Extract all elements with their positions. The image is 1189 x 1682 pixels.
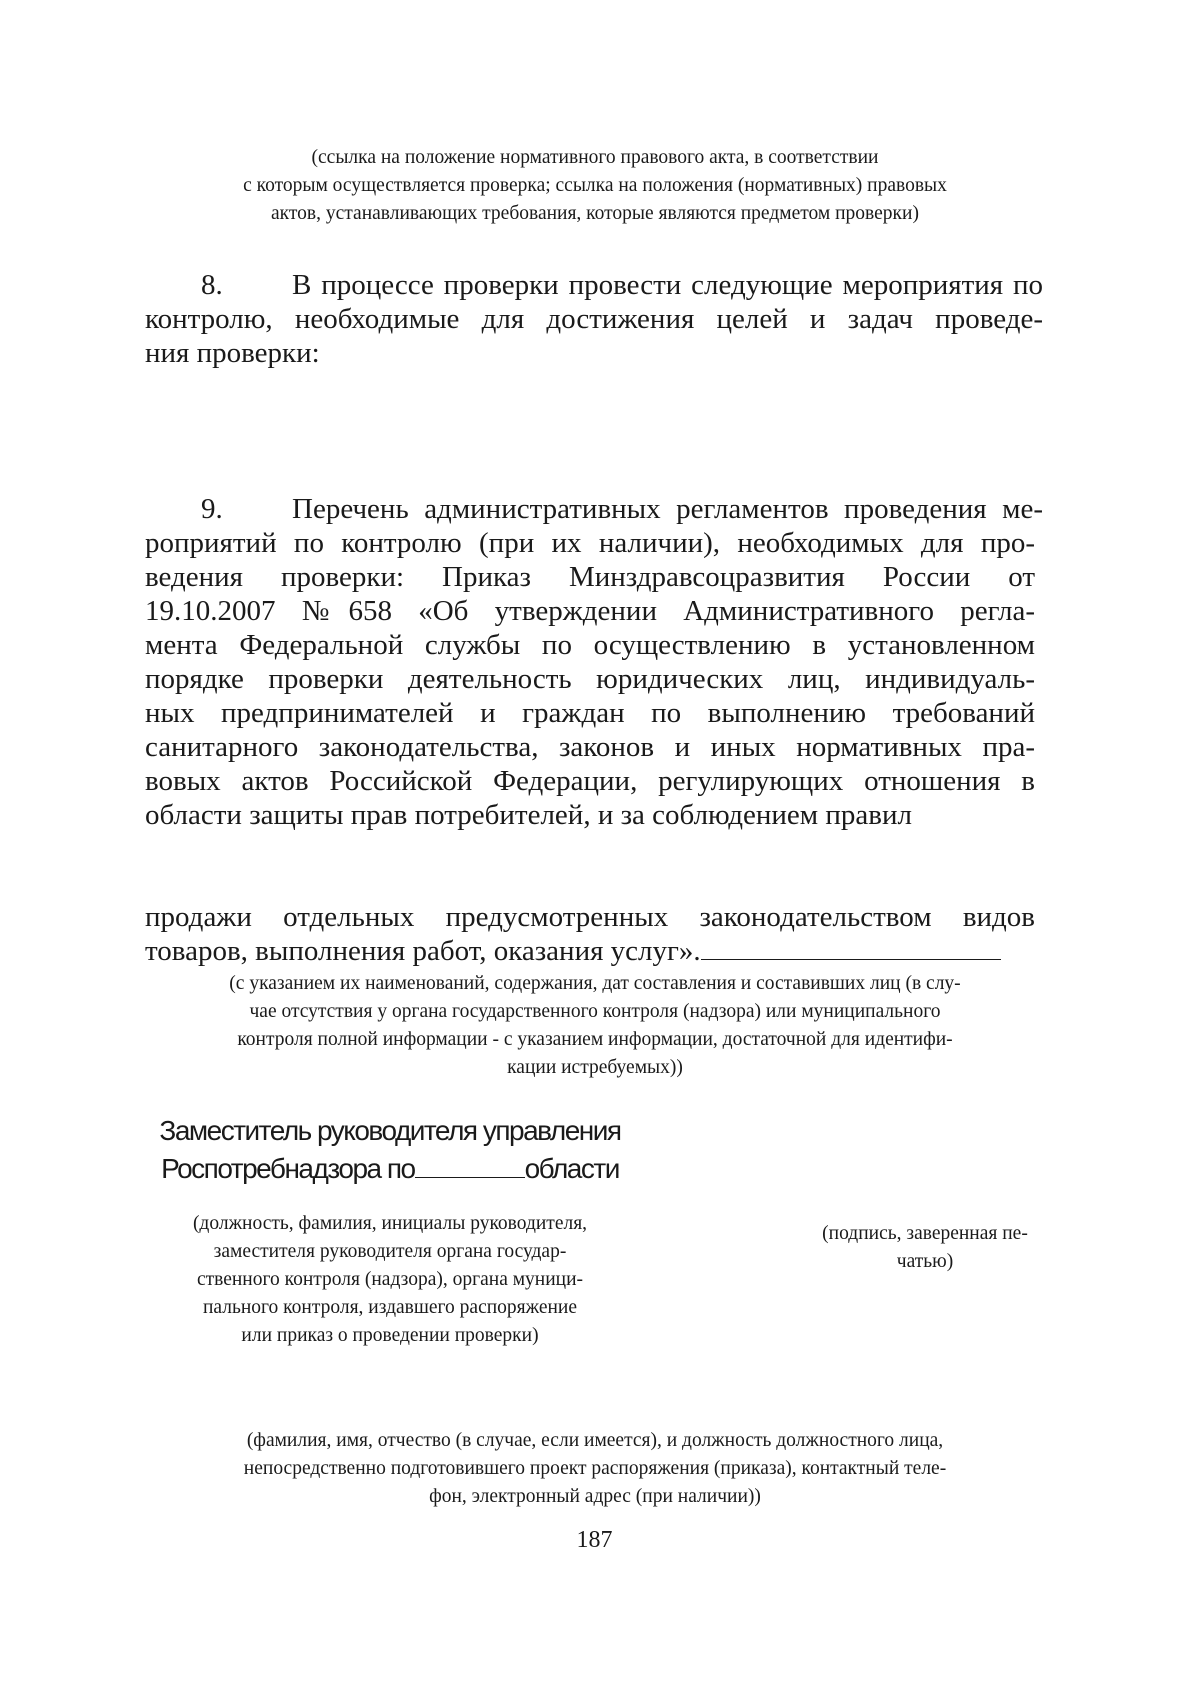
note-line: (должность, фамилия, инициалы руководителя, xyxy=(192,1213,588,1234)
item-9-continuation xyxy=(145,900,1043,968)
note-line: чатью) xyxy=(896,1251,954,1272)
paragraph-line: вовых актов Российской Федерации, регулирующих отношения в xyxy=(145,765,1035,797)
note-line: или приказ о проведении проверки) xyxy=(241,1325,539,1346)
note-line: актов, устанавливающих требования, которые являются предметом проверки) xyxy=(271,203,919,224)
note-line: заместителя руководителя органа государ- xyxy=(213,1241,567,1262)
paragraph-line: ния проверки: xyxy=(145,337,320,369)
paragraph-line: 19.10.2007 №658 «Об утверждении Административного регла- xyxy=(145,595,1035,627)
paragraph-line: продажи отдельных предусмотренных законодательством видов xyxy=(145,901,1035,933)
note-line: (с указанием их наименований, содержания, дат составления и составивших лиц (в слу- xyxy=(229,973,961,994)
note-line: чае отсутствия у органа государственного контроля (надзора) или муниципального xyxy=(249,1001,941,1022)
note-line: кации истребуемых)) xyxy=(507,1057,683,1078)
preparer-note xyxy=(130,1427,1060,1511)
note-line: с которым осуществляется проверка; ссылка на положения (нормативных) правовых xyxy=(243,175,947,196)
paragraph-line: роприятий по контролю (при их наличии), необходимых для про- xyxy=(145,527,1035,559)
note-line: (ссылка на положение нормативного правового акта, в соответствии xyxy=(311,147,879,168)
note-line: пального контроля, издавшего распоряжение xyxy=(202,1297,578,1318)
signature-note xyxy=(780,1220,1070,1276)
signatory-line: Заместитель руководителя управления xyxy=(159,1115,621,1146)
paragraph-line: порядке проверки деятельность юридических лиц, индивидуаль- xyxy=(145,663,1035,695)
item-9-paragraph xyxy=(145,492,1043,832)
item-number: 9. xyxy=(201,493,223,525)
item-8-paragraph xyxy=(145,268,1043,370)
paragraph-line: мента Федеральной службы по осуществлению в установленном xyxy=(145,629,1035,661)
note-line: (подпись, заверенная пе- xyxy=(822,1223,1028,1244)
page-number: 187 xyxy=(576,1527,613,1553)
signatory-title xyxy=(140,1112,640,1188)
paragraph-line: товаров, выполнения работ, оказания услуг». xyxy=(145,934,1043,968)
note-line: фон, электронный адрес (при наличии)) xyxy=(429,1486,761,1507)
paragraph-line: 8. В процессе проверки провести следующие мероприятия по xyxy=(201,269,1043,301)
paragraph-line: ведения проверки: Приказ Минздравсоцразвития России от xyxy=(145,561,1035,593)
note-line: ственного контроля (надзора), органа муници- xyxy=(196,1269,584,1290)
fill-in-blank xyxy=(701,959,1001,960)
paragraph-line: контролю, необходимые для достижения целей и задач проведе- xyxy=(145,303,1043,335)
item-number: 8. xyxy=(201,269,223,301)
region-blank xyxy=(415,1177,525,1178)
paragraph-line: 9. Перечень административных регламентов проведения ме- xyxy=(201,493,1043,525)
signatory-line: Роспотребнадзора по области xyxy=(161,1153,619,1184)
position-note xyxy=(140,1210,640,1350)
paragraph-line: ных предпринимателей и граждан по выполнению требований xyxy=(145,697,1035,729)
note-line: (фамилия, имя, отчество (в случае, если имеется), и должность должностного лица, xyxy=(246,1430,944,1451)
paragraph-line: санитарного законодательства, законов и иных нормативных пра- xyxy=(145,731,1035,763)
paragraph-line: области защиты прав потребителей, и за соблюдением правил xyxy=(145,799,912,831)
regulations-note xyxy=(130,970,1060,1082)
note-line: непосредственно подготовившего проект распоряжения (приказа), контактный теле- xyxy=(243,1458,947,1479)
legal-reference-note xyxy=(130,144,1060,228)
note-line: контроля полной информации - с указанием информации, достаточной для идентифи- xyxy=(237,1029,953,1050)
